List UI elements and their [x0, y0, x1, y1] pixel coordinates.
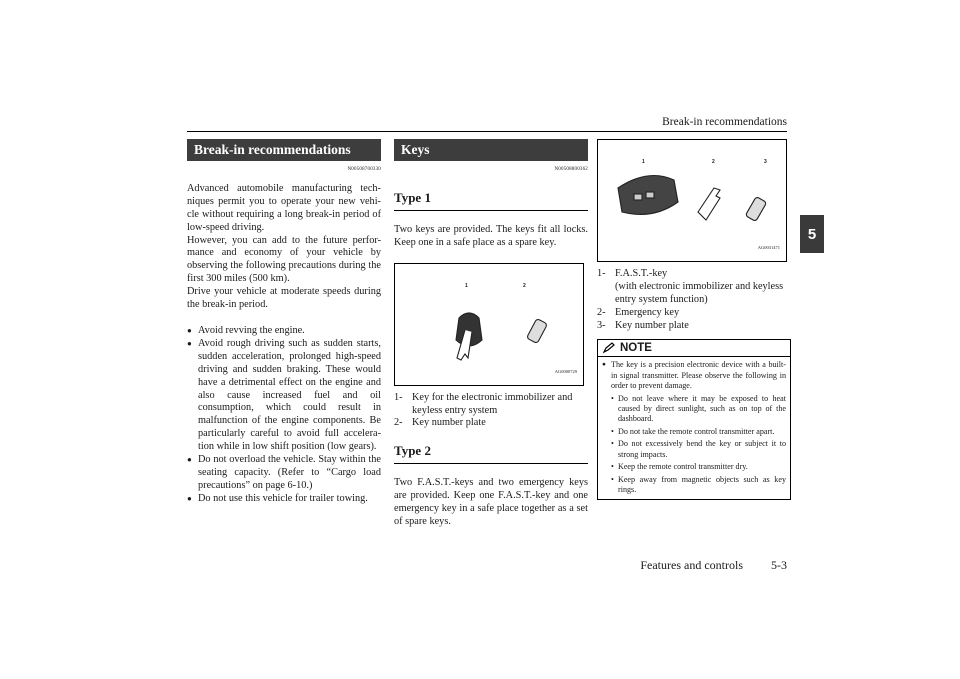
chapter-tab: 5: [800, 215, 824, 253]
callout-2: 2: [712, 159, 715, 165]
header-rule: [187, 131, 787, 132]
paragraph: Advanced automobile manufacturing tech-niques permit you to operate your new vehi-cle without requiring a long break-in period of low-speed driving.: [187, 182, 381, 233]
keys-title: Keys: [394, 139, 588, 161]
list-item: 3- Key number plate: [597, 319, 689, 331]
list-item: (with electronic immobilizer and keyless entry system function): [615, 280, 784, 305]
note-item: • Keep the remote control transmitter dry.: [602, 462, 786, 472]
bullet-item: ● Do not overload the vehicle. Stay within the seating capacity. (Refer to “Cargo load precautions” on page 6-10.): [187, 454, 381, 493]
paragraph: However, you can add to the future perfor-mance and economy of your vehicle by observing the following precautions during the first 300 miles (500 km).: [187, 234, 381, 285]
callout-3: 3: [764, 159, 767, 165]
callout-1: 1: [642, 159, 645, 165]
note-intro: ● The key is a precision electronic device with a built-in signal transmitter. Please observe the following in order to prevent damage.: [602, 360, 786, 391]
figure-code: AG0000729: [554, 368, 577, 374]
list-item: 1- F.A.S.T.-key: [597, 268, 668, 279]
note-item: • Do not leave where it may be exposed to heat caused by direct sunlight, such as on top of the dashboard.: [602, 394, 786, 425]
note-pencil-icon: [602, 342, 616, 354]
type2-heading: Type 2: [394, 436, 588, 464]
page-footer: [640, 558, 787, 573]
type1-key-figure: [394, 263, 584, 386]
type1-heading: Type 1: [394, 183, 588, 211]
page-number: 5-3: [771, 558, 787, 572]
footer-section: Features and controls: [640, 558, 743, 572]
bullet-item: ● Avoid rough driving such as sudden starts, sudden acceleration, prolonged high-speed driving and sudden braking. These would have a detrimental effect on the engine and also cause increased fuel and oil consumption, which could result in malfunction of the engine components. Be particularly careful to avoid full accelera-tion while in low shift position (low gears).: [187, 338, 381, 454]
list-item: 2- Emergency key: [597, 306, 680, 318]
list-item: 2- Key number plate: [394, 417, 486, 429]
keys-column: [394, 139, 588, 529]
callout-2: 2: [523, 282, 526, 289]
break-in-column: [187, 139, 381, 506]
note-box: [597, 339, 791, 501]
type1-text: Two keys are provided. The keys fit all locks. Keep one in a safe place as a spare key.: [394, 223, 588, 248]
note-item: • Keep away from magnetic objects such as key rings.: [602, 475, 786, 496]
note-body: [598, 357, 790, 499]
paragraph: Drive your vehicle at moderate speeds during the break-in period.: [187, 286, 381, 311]
note-item: • Do not excessively bend the key or subject it to strong impacts.: [602, 439, 786, 460]
note-title: NOTE: [620, 341, 652, 354]
break-in-title: Break-in recommendations: [187, 139, 381, 161]
break-in-code: N00508700330: [347, 167, 381, 172]
figure-code: AG0031471: [757, 245, 780, 251]
callout-1: 1: [465, 282, 468, 289]
type2-text: Two F.A.S.T.-keys and two emergency keys are provided. Keep one F.A.S.T.-key and one emergency key in a safe place together as a set of spare keys.: [394, 477, 588, 527]
fast-key-column: [597, 139, 791, 500]
running-header: Break-in recommendations: [662, 116, 787, 128]
keys-code: N00508800362: [554, 167, 588, 172]
bullet-item: ● Do not use this vehicle for trailer towing.: [187, 493, 381, 506]
note-item: • Do not take the remote control transmitter apart.: [602, 427, 786, 437]
list-item: 1- Key for the electronic immobilizer and keyless entry system: [394, 391, 573, 416]
fast-key-figure: [597, 139, 787, 262]
bullet-item: ● Avoid revving the engine.: [187, 325, 381, 338]
note-header: [598, 340, 790, 358]
